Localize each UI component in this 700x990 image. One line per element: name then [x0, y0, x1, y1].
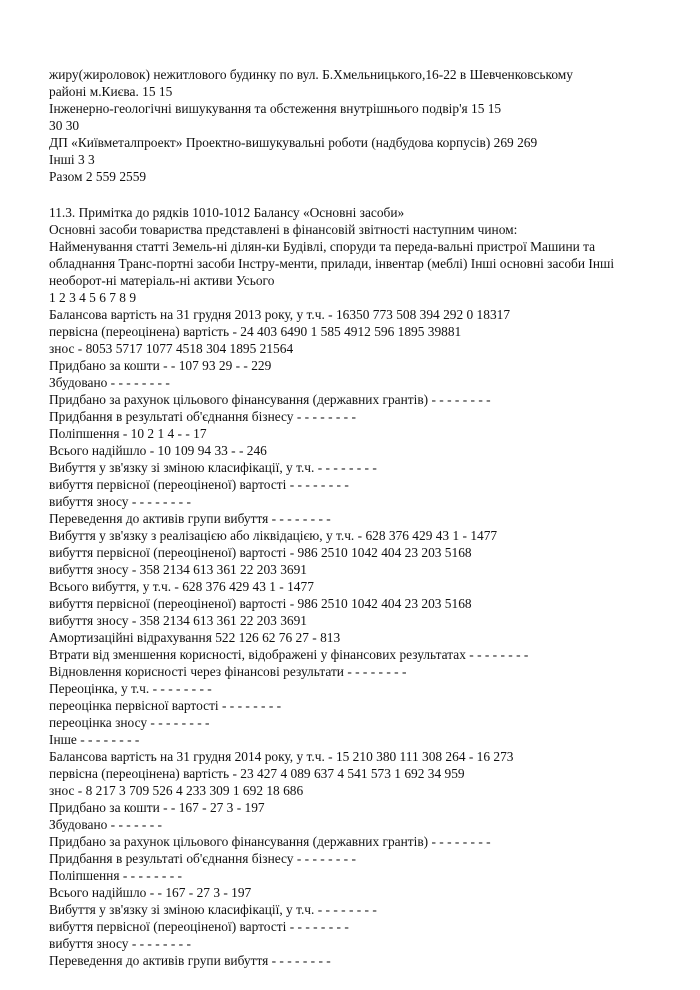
table-row: первісна (переоцінена) вартість - 24 403 6490 1 585 4912 596 1895 39881 [49, 324, 462, 339]
table-row: Всього надійшло - 10 109 94 33 - - 246 [49, 443, 267, 458]
table-row: Інше - - - - - - - - [49, 732, 140, 747]
table-row: Поліпшення - - - - - - - - [49, 868, 182, 883]
text-line: ДП «Київметалпроект» Проектно-вишукувальні роботи (надбудова корпусів) 269 269 [49, 135, 538, 150]
table-row: Вибуття у зв'язку з реалізацією або ліквідацією, у т.ч. - 628 376 429 43 1 - 1477 [49, 528, 498, 543]
table-row: Збудовано - - - - - - - - [49, 375, 170, 390]
table-row: переоцінка первісної вартості - - - - - - - - [49, 698, 282, 713]
table-row: Збудовано - - - - - - - [49, 817, 162, 832]
table-row: Балансова вартість на 31 грудня 2013 року, у т.ч. - 16350 773 508 394 292 0 18317 [49, 307, 511, 322]
section-heading: 11.3. Примітка до рядків 1010-1012 Балансу «Основні засоби» [49, 205, 405, 220]
table-row: переоцінка зносу - - - - - - - - [49, 715, 210, 730]
text-line: 30 30 [49, 118, 80, 133]
table-row: вибуття зносу - 358 2134 613 361 22 203 3691 [49, 613, 308, 628]
text-line: Основні засоби товариства представлені в фінансовій звітності наступним чином: [49, 222, 518, 237]
table-row: Вибуття у зв'язку зі зміною класифікації, у т.ч. - - - - - - - - [49, 902, 377, 917]
table-row: Всього вибуття, у т.ч. - 628 376 429 43 1 - 1477 [49, 579, 314, 594]
text-line: Разом 2 559 2559 [49, 169, 147, 184]
text-line: Інші 3 3 [49, 152, 95, 167]
table-row: Придбано за кошти - - 107 93 29 - - 229 [49, 358, 272, 373]
table-row: Придбання в результаті об'єднання бізнесу - - - - - - - - [49, 851, 356, 866]
table-row: Амортизаційні відрахування 522 126 62 76 27 - 813 [49, 630, 341, 645]
table-row: Балансова вартість на 31 грудня 2014 року, у т.ч. - 15 210 380 111 308 264 - 16 273 [49, 749, 514, 764]
table-row: вибуття зносу - - - - - - - - [49, 494, 191, 509]
intro-paragraph [49, 66, 679, 185]
table-row: первісна (переоцінена) вартість - 23 427 4 089 637 4 541 573 1 692 34 959 [49, 766, 465, 781]
text-line: Інженерно-геологічні вишукування та обстеження внутрішнього подвір'я 15 15 [49, 101, 502, 116]
table-row: Придбання в результаті об'єднання бізнесу - - - - - - - - [49, 409, 356, 424]
section-11-3 [49, 204, 679, 969]
table-row: Вибуття у зв'язку зі зміною класифікації, у т.ч. - - - - - - - - [49, 460, 377, 475]
table-row: знос - 8 217 3 709 526 4 233 309 1 692 18 686 [49, 783, 304, 798]
table-row: Переведення до активів групи вибуття - - - - - - - - [49, 953, 331, 968]
column-numbers: 1 2 3 4 5 6 7 8 9 [49, 290, 137, 305]
table-row: Втрати від зменшення корисності, відображені у фінансових результатах - - - - - - - - [49, 647, 529, 662]
table-row: вибуття зносу - 358 2134 613 361 22 203 3691 [49, 562, 308, 577]
table-row: Придбано за рахунок цільового фінансування (державних грантів) - - - - - - - - [49, 834, 491, 849]
paragraph-gap [49, 185, 679, 204]
table-row: Придбано за рахунок цільового фінансування (державних грантів) - - - - - - - - [49, 392, 491, 407]
table-row: вибуття первісної (переоціненої) вартості - 986 2510 1042 404 23 203 5168 [49, 545, 472, 560]
text-line: жиру(жироловок) нежитлового будинку по вул. Б.Хмельницького,16-22 в Шевченковському [49, 67, 573, 82]
table-row: вибуття зносу - - - - - - - - [49, 936, 191, 951]
table-header-line: Найменування статті Земель-ні ділян-ки Будівлі, споруди та переда-вальні пристрої Машини та [49, 239, 596, 254]
table-row: вибуття первісної (переоціненої) вартості - 986 2510 1042 404 23 203 5168 [49, 596, 472, 611]
table-row: вибуття первісної (переоціненої) вартості - - - - - - - - [49, 919, 349, 934]
table-row: Переведення до активів групи вибуття - - - - - - - - [49, 511, 331, 526]
table-header-line: обладнання Транс-портні засоби Інстру-менти, прилади, інвентар (меблі) Інші основні засоби Інші [49, 256, 615, 271]
table-row: вибуття первісної (переоціненої) вартості - - - - - - - - [49, 477, 349, 492]
table-row: Всього надійшло - - 167 - 27 3 - 197 [49, 885, 252, 900]
document-text [49, 66, 679, 969]
table-row: Відновлення корисності через фінансові результати - - - - - - - - [49, 664, 407, 679]
table-row: знос - 8053 5717 1077 4518 304 1895 21564 [49, 341, 294, 356]
table-row: Поліпшення - 10 2 1 4 - - 17 [49, 426, 207, 441]
text-line: районі м.Києва. 15 15 [49, 84, 173, 99]
table-header-line: необорот-ні матеріаль-ні активи Усього [49, 273, 275, 288]
table-row: Придбано за кошти - - 167 - 27 3 - 197 [49, 800, 265, 815]
table-row: Переоцінка, у т.ч. - - - - - - - - [49, 681, 212, 696]
